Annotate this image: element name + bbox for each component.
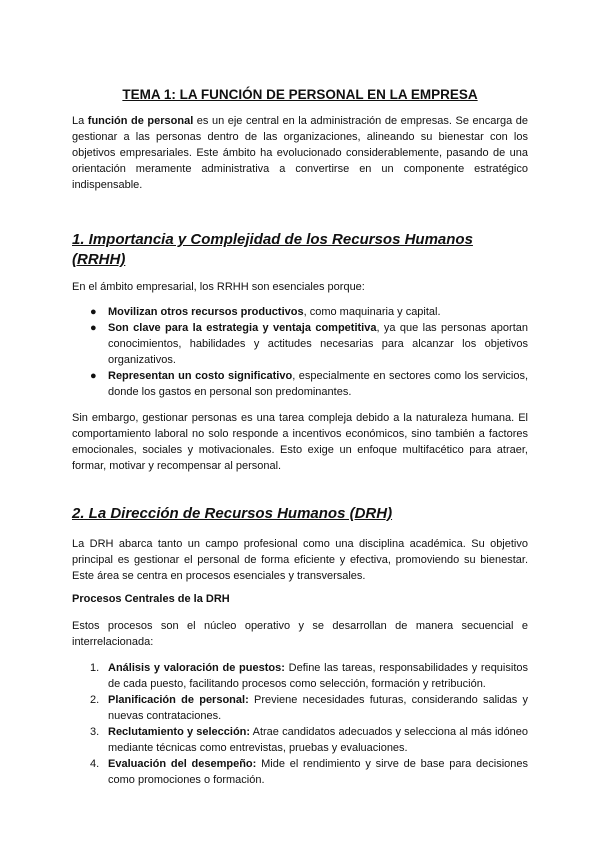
- list-item: [72, 756, 528, 788]
- section-1-closing: Sin embargo, gestionar personas es una tarea compleja debido a la naturaleza humana. El comportamiento laboral no solo responde a incentivos económicos, sino también a factores emocionales, sociales y motivacionales. Esto exige un enfoque multifacético para atraer, formar, motivar y recompensar al personal.: [72, 412, 528, 472]
- intro-post: es un eje central en la administración de empresas. Se encarga de gestionar a las personas dentro de las organizaciones, alineando su bienestar con los objetivos empresariales. Este ámbito ha evolucionado considerablemente, pasando de una orientación meramente administrativa a convertirse en un componente estratégico indispensable.: [72, 115, 529, 191]
- document-title: TEMA 1: LA FUNCIÓN DE PERSONAL EN LA EMPRESA: [122, 87, 478, 102]
- item-bold: Movilizan otros recursos productivos: [108, 306, 304, 318]
- item-bold: Son clave para la estrategia y ventaja competitiva: [108, 322, 377, 334]
- section-1-bullets: [72, 304, 528, 400]
- item-bold: Evaluación del desempeño:: [108, 758, 257, 770]
- bullet-icon: ●: [90, 306, 97, 318]
- item-text: , ya que las personas aportan conocimientos, habilidades y actitudes necesarias para alcanzar los objetivos organizativos.: [108, 322, 528, 366]
- item-text: Define las tareas, responsabilidades y requisitos de cada puesto, facilitando procesos como selección, formación y retribución.: [108, 662, 528, 690]
- item-text: Atrae candidatos adecuados y selecciona al más idóneo mediante técnicas como entrevistas, pruebas y evaluaciones.: [108, 726, 529, 754]
- section-2-paragraph: La DRH abarca tanto un campo profesional como una disciplina académica. Su objetivo principal es gestionar el personal de forma eficiente y efectiva, promoviendo su bienestar. Este área se centra en procesos esenciales y transversales.: [72, 538, 528, 582]
- item-bold: Análisis y valoración de puestos:: [108, 662, 285, 674]
- list-item: [72, 320, 528, 368]
- item-number: 1.: [90, 662, 100, 674]
- bullet-icon: ●: [90, 370, 97, 382]
- section-2-subheading: Procesos Centrales de la DRH: [72, 593, 230, 605]
- item-text: Mide el rendimiento y sirve de base para decisiones como promociones o formación.: [108, 758, 529, 786]
- item-number: 2.: [90, 694, 100, 706]
- section-2-lead: Estos procesos son el núcleo operativo y se desarrollan de manera secuencial e interrelacionada:: [72, 620, 528, 648]
- intro-pre: La: [72, 115, 88, 127]
- list-item: [72, 692, 528, 724]
- document-page: [72, 0, 528, 808]
- intro-bold: función de personal: [87, 115, 194, 127]
- list-item: [72, 660, 528, 692]
- bullet-icon: ●: [90, 322, 97, 334]
- list-item: [72, 724, 528, 756]
- intro-paragraph: [72, 113, 528, 193]
- item-text: , como maquinaria y capital.: [303, 306, 441, 318]
- list-item: [72, 368, 528, 400]
- item-text: Previene necesidades futuras, considerando salidas y nuevas contrataciones.: [108, 694, 528, 722]
- section-1-lead: En el ámbito empresarial, los RRHH son esenciales porque:: [72, 281, 365, 293]
- item-text: , especialmente en sectores como los servicios, donde los gastos en personal son predominantes.: [108, 370, 529, 398]
- item-number: 3.: [90, 726, 100, 738]
- section-2-heading: 2. La Dirección de Recursos Humanos (DRH): [72, 505, 393, 522]
- item-bold: Representan un costo significativo: [108, 370, 293, 382]
- item-number: 4.: [90, 758, 100, 770]
- section-1-heading: 1. Importancia y Complejidad de los Recursos Humanos (RRHH): [72, 231, 473, 268]
- list-item: [72, 304, 528, 320]
- processes-list: [72, 660, 528, 788]
- item-bold: Planificación de personal:: [108, 694, 249, 706]
- item-bold: Reclutamiento y selección:: [108, 726, 251, 738]
